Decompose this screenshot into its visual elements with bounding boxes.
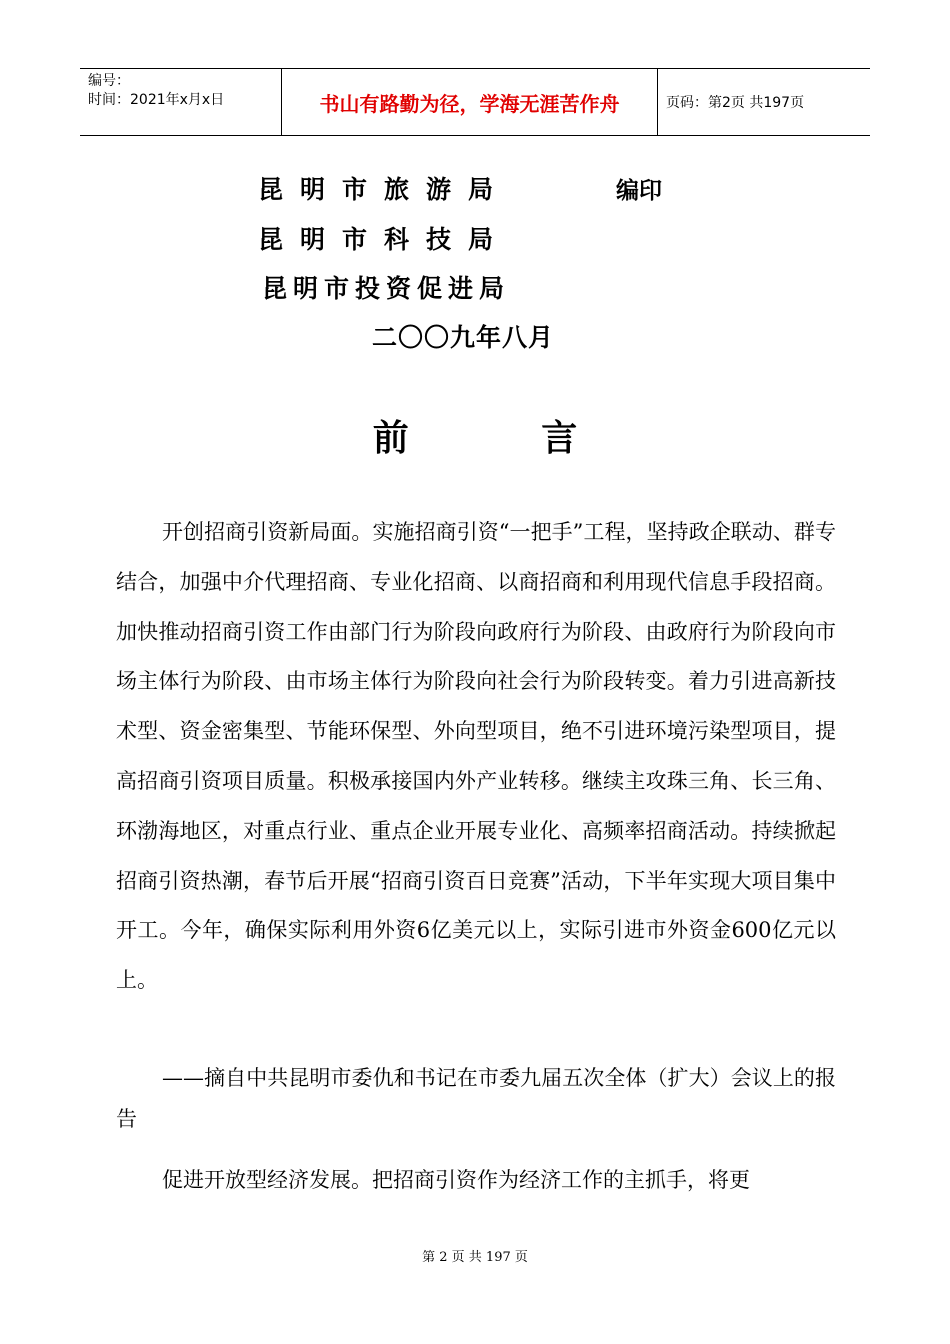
header-motto: 书山有路勤为径，学海无涯苦作舟 <box>282 69 658 135</box>
org-science-bureau: 昆明市科技局 <box>258 225 511 254</box>
header-table <box>80 68 870 136</box>
paragraph-2: 促进开放型经济发展。把招商引资作为经济工作的主抓手，将更 <box>162 1168 750 1192</box>
time-label: 时间：2021年x月x日 <box>88 92 225 108</box>
org-investment-bureau: 昆明市投资促进局 <box>262 274 511 303</box>
serial-label: 编号： <box>88 73 130 89</box>
publish-date: 二〇〇九年八月 <box>372 323 555 352</box>
org-tourism-bureau: 昆明市旅游局 <box>258 175 511 204</box>
header-page-info: 页码：第2页 共197页 <box>666 95 805 111</box>
paragraph-1: 开创招商引资新局面。实施招商引资“一把手”工程，坚持政企联动、群专结合，加强中介代理招商、专业化招商、以商招商和利用现代信息手段招商。加快推动招商引资工作由部门行为阶段向政府行为阶段、由政府行为阶段向市场主体行为阶段、由市场主体行为阶段向社会行为阶段转变。着力引进高新技术型、资金密集型、节能环保型、外向型项目，绝不引进环境污染型项目，提高招商引资项目质量。积极承接国内外产业转移。继续主攻珠三角、长三角、环渤海地区，对重点行业、重点企业开展专业化、高频率招商活动。持续掀起招商引资热潮，春节后开展“招商引资百日竞赛”活动，下半年实现大项目集中开工。今年，确保实际利用外资6亿美元以上，实际引进市外资金600亿元以上。 <box>116 520 836 993</box>
header-meta-cell <box>80 69 282 135</box>
compiled-label: 编印 <box>616 178 662 204</box>
section-title: 前 言 <box>372 418 638 459</box>
page-footer: 第 2 页 共 197 页 <box>422 1250 528 1265</box>
paragraph-quote-source: ——摘自中共昆明市委仇和书记在市委九届五次全体（扩大）会议上的报告 <box>116 1066 836 1131</box>
